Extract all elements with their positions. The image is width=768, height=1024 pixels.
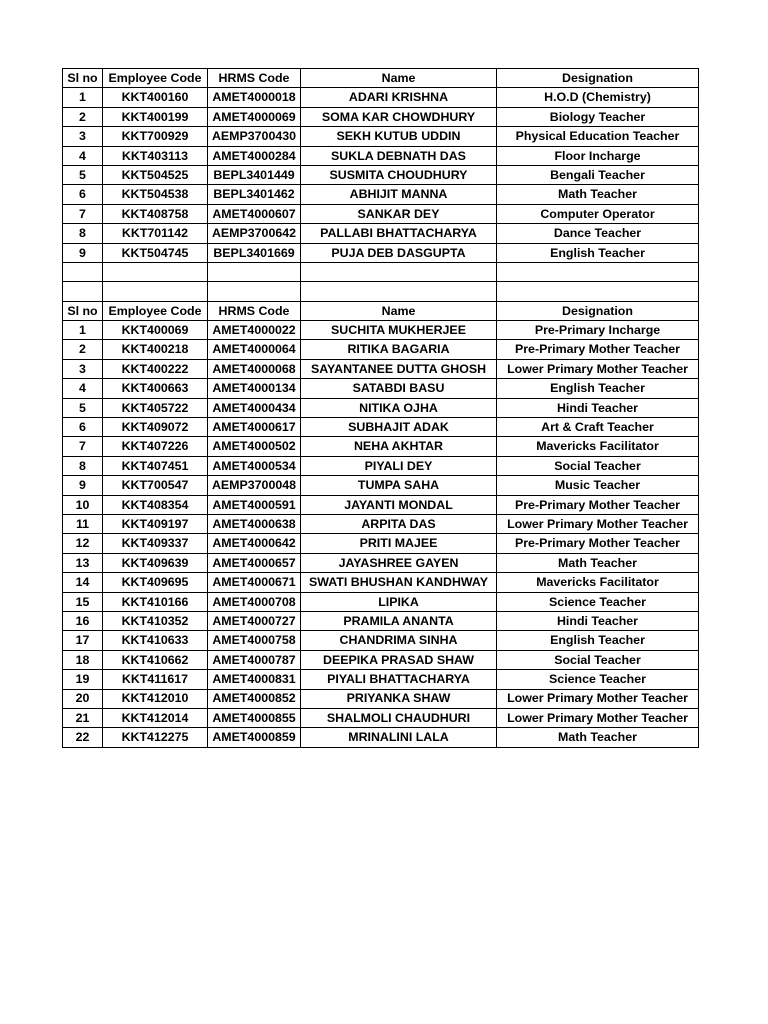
- sl-no-cell: 20: [63, 689, 103, 708]
- sl-no-cell: 4: [63, 379, 103, 398]
- employee-code-cell: KKT410166: [103, 592, 208, 611]
- empty-cell: [208, 262, 301, 281]
- name-cell: TUMPA SAHA: [301, 476, 497, 495]
- sl-no-cell: 2: [63, 340, 103, 359]
- table-row: [63, 165, 699, 184]
- designation-cell: Math Teacher: [497, 185, 699, 204]
- hrms-code-cell: AMET4000727: [208, 611, 301, 630]
- employee-code-cell: KKT410662: [103, 650, 208, 669]
- sl-no-cell: 13: [63, 553, 103, 572]
- designation-cell: Social Teacher: [497, 456, 699, 475]
- table-row: [63, 398, 699, 417]
- table-row: [63, 689, 699, 708]
- sl-no-cell: 3: [63, 127, 103, 146]
- hrms-code-cell: AMET4000502: [208, 437, 301, 456]
- table-row: [63, 359, 699, 378]
- employee-code-cell: KKT403113: [103, 146, 208, 165]
- empty-cell: [103, 262, 208, 281]
- name-cell: LIPIKA: [301, 592, 497, 611]
- table-row: [63, 224, 699, 243]
- designation-cell: Computer Operator: [497, 204, 699, 223]
- hrms-code-cell: BEPL3401669: [208, 243, 301, 262]
- hrms-code-cell: AMET4000642: [208, 534, 301, 553]
- hrms-code-cell: AMET4000064: [208, 340, 301, 359]
- sl-no-cell: 8: [63, 224, 103, 243]
- designation-cell: Lower Primary Mother Teacher: [497, 708, 699, 727]
- name-cell: PALLABI BHATTACHARYA: [301, 224, 497, 243]
- table-row: [63, 708, 699, 727]
- designation-cell: Physical Education Teacher: [497, 127, 699, 146]
- employee-code-cell: KKT400069: [103, 321, 208, 340]
- hrms-code-cell: BEPL3401449: [208, 165, 301, 184]
- designation-cell: English Teacher: [497, 631, 699, 650]
- table-row: [63, 340, 699, 359]
- designation-cell: Lower Primary Mother Teacher: [497, 359, 699, 378]
- column-header-sl-no: Sl no: [63, 69, 103, 88]
- designation-cell: Hindi Teacher: [497, 611, 699, 630]
- sl-no-cell: 7: [63, 204, 103, 223]
- empty-cell: [63, 282, 103, 301]
- sl-no-cell: 9: [63, 476, 103, 495]
- hrms-code-cell: AMET4000831: [208, 670, 301, 689]
- employee-code-cell: KKT700547: [103, 476, 208, 495]
- table-row: [63, 146, 699, 165]
- table-row: [63, 185, 699, 204]
- sl-no-cell: 7: [63, 437, 103, 456]
- name-cell: PRIYANKA SHAW: [301, 689, 497, 708]
- employee-code-cell: KKT400199: [103, 107, 208, 126]
- hrms-code-cell: AMET4000591: [208, 495, 301, 514]
- sl-no-cell: 18: [63, 650, 103, 669]
- designation-cell: Art & Craft Teacher: [497, 418, 699, 437]
- designation-cell: Science Teacher: [497, 592, 699, 611]
- sl-no-cell: 1: [63, 321, 103, 340]
- column-header-designation: Designation: [497, 69, 699, 88]
- staff-table-body: [63, 69, 699, 748]
- employee-code-cell: KKT504525: [103, 165, 208, 184]
- table-row: [63, 650, 699, 669]
- sl-no-cell: 19: [63, 670, 103, 689]
- empty-row: [63, 262, 699, 281]
- name-cell: ADARI KRISHNA: [301, 88, 497, 107]
- sl-no-cell: 8: [63, 456, 103, 475]
- empty-cell: [103, 282, 208, 301]
- empty-cell: [63, 262, 103, 281]
- hrms-code-cell: AMET4000758: [208, 631, 301, 650]
- designation-cell: Social Teacher: [497, 650, 699, 669]
- sl-no-cell: 3: [63, 359, 103, 378]
- table-row: [63, 728, 699, 747]
- name-cell: ABHIJIT MANNA: [301, 185, 497, 204]
- name-cell: SEKH KUTUB UDDIN: [301, 127, 497, 146]
- name-cell: SOMA KAR CHOWDHURY: [301, 107, 497, 126]
- sl-no-cell: 21: [63, 708, 103, 727]
- table-row: [63, 243, 699, 262]
- employee-code-cell: KKT410633: [103, 631, 208, 650]
- hrms-code-cell: AMET4000787: [208, 650, 301, 669]
- hrms-code-cell: AMET4000852: [208, 689, 301, 708]
- designation-cell: Lower Primary Mother Teacher: [497, 514, 699, 533]
- table-row: [63, 592, 699, 611]
- name-cell: JAYANTI MONDAL: [301, 495, 497, 514]
- name-cell: PIYALI DEY: [301, 456, 497, 475]
- table-row: [63, 321, 699, 340]
- employee-code-cell: KKT400160: [103, 88, 208, 107]
- table-row: [63, 107, 699, 126]
- employee-code-cell: KKT409337: [103, 534, 208, 553]
- designation-cell: Pre-Primary Incharge: [497, 321, 699, 340]
- hrms-code-cell: AMET4000018: [208, 88, 301, 107]
- table-row: [63, 437, 699, 456]
- employee-code-cell: KKT409197: [103, 514, 208, 533]
- name-cell: SUKLA DEBNATH DAS: [301, 146, 497, 165]
- table-row: [63, 476, 699, 495]
- sl-no-cell: 4: [63, 146, 103, 165]
- column-header-employee-code: Employee Code: [103, 69, 208, 88]
- name-cell: PRAMILA ANANTA: [301, 611, 497, 630]
- sl-no-cell: 6: [63, 185, 103, 204]
- designation-cell: Music Teacher: [497, 476, 699, 495]
- name-cell: SUBHAJIT ADAK: [301, 418, 497, 437]
- name-cell: RITIKA BAGARIA: [301, 340, 497, 359]
- name-cell: SWATI BHUSHAN KANDHWAY: [301, 573, 497, 592]
- designation-cell: Hindi Teacher: [497, 398, 699, 417]
- name-cell: JAYASHREE GAYEN: [301, 553, 497, 572]
- sl-no-cell: 11: [63, 514, 103, 533]
- column-header-hrms-code: HRMS Code: [208, 69, 301, 88]
- table-row: [63, 631, 699, 650]
- employee-code-cell: KKT405722: [103, 398, 208, 417]
- table-row: [63, 495, 699, 514]
- employee-code-cell: KKT409639: [103, 553, 208, 572]
- designation-cell: Mavericks Facilitator: [497, 437, 699, 456]
- employee-code-cell: KKT409695: [103, 573, 208, 592]
- designation-cell: Dance Teacher: [497, 224, 699, 243]
- designation-cell: Pre-Primary Mother Teacher: [497, 534, 699, 553]
- name-cell: SUSMITA CHOUDHURY: [301, 165, 497, 184]
- employee-code-cell: KKT400218: [103, 340, 208, 359]
- hrms-code-cell: AMET4000657: [208, 553, 301, 572]
- designation-cell: Pre-Primary Mother Teacher: [497, 340, 699, 359]
- hrms-code-cell: AEMP3700048: [208, 476, 301, 495]
- table-row: [63, 553, 699, 572]
- column-header-employee-code: Employee Code: [103, 301, 208, 320]
- employee-code-cell: KKT700929: [103, 127, 208, 146]
- hrms-code-cell: AMET4000022: [208, 321, 301, 340]
- column-header-sl-no: Sl no: [63, 301, 103, 320]
- sl-no-cell: 15: [63, 592, 103, 611]
- sl-no-cell: 9: [63, 243, 103, 262]
- name-cell: PRITI MAJEE: [301, 534, 497, 553]
- table-row: [63, 418, 699, 437]
- empty-cell: [301, 262, 497, 281]
- sl-no-cell: 2: [63, 107, 103, 126]
- sl-no-cell: 5: [63, 398, 103, 417]
- hrms-code-cell: AMET4000671: [208, 573, 301, 592]
- name-cell: NEHA AKHTAR: [301, 437, 497, 456]
- employee-code-cell: KKT408354: [103, 495, 208, 514]
- sl-no-cell: 16: [63, 611, 103, 630]
- section1-header-row: [63, 69, 699, 88]
- name-cell: SAYANTANEE DUTTA GHOSH: [301, 359, 497, 378]
- empty-row: [63, 282, 699, 301]
- name-cell: PIYALI BHATTACHARYA: [301, 670, 497, 689]
- table-row: [63, 534, 699, 553]
- employee-code-cell: KKT400663: [103, 379, 208, 398]
- name-cell: NITIKA OJHA: [301, 398, 497, 417]
- table-row: [63, 514, 699, 533]
- employee-code-cell: KKT400222: [103, 359, 208, 378]
- sl-no-cell: 12: [63, 534, 103, 553]
- hrms-code-cell: AMET4000607: [208, 204, 301, 223]
- designation-cell: H.O.D (Chemistry): [497, 88, 699, 107]
- table-row: [63, 88, 699, 107]
- table-row: [63, 573, 699, 592]
- employee-code-cell: KKT701142: [103, 224, 208, 243]
- empty-cell: [208, 282, 301, 301]
- hrms-code-cell: AMET4000284: [208, 146, 301, 165]
- column-header-hrms-code: HRMS Code: [208, 301, 301, 320]
- name-cell: SANKAR DEY: [301, 204, 497, 223]
- hrms-code-cell: AEMP3700430: [208, 127, 301, 146]
- designation-cell: Biology Teacher: [497, 107, 699, 126]
- name-cell: SUCHITA MUKHERJEE: [301, 321, 497, 340]
- designation-cell: English Teacher: [497, 379, 699, 398]
- table-row: [63, 204, 699, 223]
- sl-no-cell: 10: [63, 495, 103, 514]
- empty-cell: [301, 282, 497, 301]
- table-row: [63, 379, 699, 398]
- name-cell: ARPITA DAS: [301, 514, 497, 533]
- name-cell: CHANDRIMA SINHA: [301, 631, 497, 650]
- empty-cell: [497, 262, 699, 281]
- designation-cell: English Teacher: [497, 243, 699, 262]
- designation-cell: Floor Incharge: [497, 146, 699, 165]
- employee-code-cell: KKT412275: [103, 728, 208, 747]
- sl-no-cell: 6: [63, 418, 103, 437]
- name-cell: SHALMOLI CHAUDHURI: [301, 708, 497, 727]
- name-cell: DEEPIKA PRASAD SHAW: [301, 650, 497, 669]
- table-row: [63, 456, 699, 475]
- hrms-code-cell: AEMP3700642: [208, 224, 301, 243]
- hrms-code-cell: AMET4000638: [208, 514, 301, 533]
- name-cell: PUJA DEB DASGUPTA: [301, 243, 497, 262]
- hrms-code-cell: AMET4000859: [208, 728, 301, 747]
- table-row: [63, 611, 699, 630]
- column-header-name: Name: [301, 301, 497, 320]
- sl-no-cell: 14: [63, 573, 103, 592]
- designation-cell: Math Teacher: [497, 553, 699, 572]
- designation-cell: Bengali Teacher: [497, 165, 699, 184]
- hrms-code-cell: AMET4000855: [208, 708, 301, 727]
- column-header-name: Name: [301, 69, 497, 88]
- employee-code-cell: KKT407226: [103, 437, 208, 456]
- sl-no-cell: 22: [63, 728, 103, 747]
- employee-code-cell: KKT409072: [103, 418, 208, 437]
- name-cell: MRINALINI LALA: [301, 728, 497, 747]
- empty-cell: [497, 282, 699, 301]
- hrms-code-cell: AMET4000434: [208, 398, 301, 417]
- staff-table: [62, 68, 699, 748]
- sl-no-cell: 17: [63, 631, 103, 650]
- section2-header-row: [63, 301, 699, 320]
- employee-code-cell: KKT408758: [103, 204, 208, 223]
- hrms-code-cell: AMET4000534: [208, 456, 301, 475]
- name-cell: SATABDI BASU: [301, 379, 497, 398]
- hrms-code-cell: AMET4000708: [208, 592, 301, 611]
- designation-cell: Mavericks Facilitator: [497, 573, 699, 592]
- table-row: [63, 670, 699, 689]
- designation-cell: Lower Primary Mother Teacher: [497, 689, 699, 708]
- sl-no-cell: 1: [63, 88, 103, 107]
- employee-code-cell: KKT410352: [103, 611, 208, 630]
- hrms-code-cell: AMET4000069: [208, 107, 301, 126]
- sl-no-cell: 5: [63, 165, 103, 184]
- designation-cell: Pre-Primary Mother Teacher: [497, 495, 699, 514]
- hrms-code-cell: BEPL3401462: [208, 185, 301, 204]
- designation-cell: Math Teacher: [497, 728, 699, 747]
- employee-code-cell: KKT412014: [103, 708, 208, 727]
- hrms-code-cell: AMET4000617: [208, 418, 301, 437]
- employee-code-cell: KKT504745: [103, 243, 208, 262]
- table-row: [63, 127, 699, 146]
- hrms-code-cell: AMET4000134: [208, 379, 301, 398]
- employee-code-cell: KKT412010: [103, 689, 208, 708]
- column-header-designation: Designation: [497, 301, 699, 320]
- hrms-code-cell: AMET4000068: [208, 359, 301, 378]
- employee-code-cell: KKT407451: [103, 456, 208, 475]
- employee-code-cell: KKT504538: [103, 185, 208, 204]
- designation-cell: Science Teacher: [497, 670, 699, 689]
- employee-code-cell: KKT411617: [103, 670, 208, 689]
